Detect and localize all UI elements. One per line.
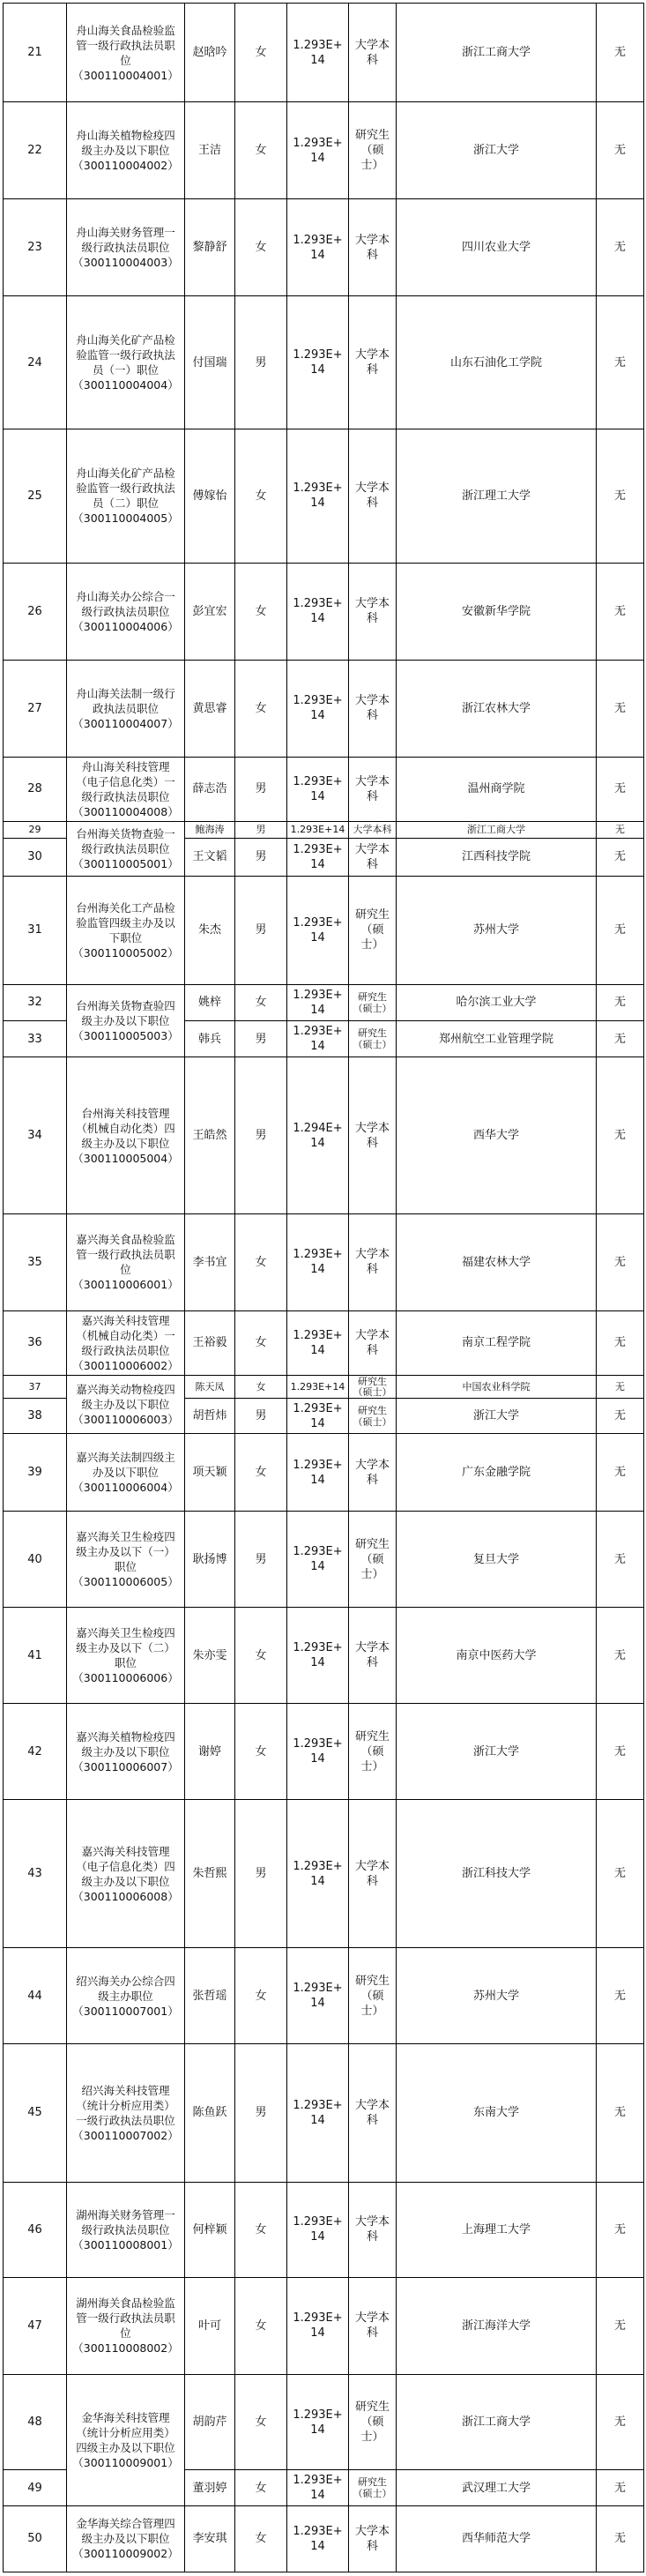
education: 研究生 （硕士） bbox=[349, 876, 397, 984]
position-cell: 舟山海关法制一级行 政执法员职位 （300110004007） bbox=[67, 660, 185, 757]
graduate-school: 浙江农林大学 bbox=[397, 660, 597, 757]
education: 研究生 （硕士） bbox=[349, 1704, 397, 1800]
table-row bbox=[4, 757, 644, 821]
exam-ticket-number: 1.293E+14 bbox=[287, 2374, 349, 2470]
table-row bbox=[4, 2374, 644, 2470]
graduate-school: 浙江大学 bbox=[397, 1399, 597, 1434]
exam-ticket-number: 1.293E+14 bbox=[287, 296, 349, 429]
graduate-school: 福建农林大学 bbox=[397, 1213, 597, 1310]
exam-ticket-number: 1.293E+14 bbox=[287, 1800, 349, 1948]
education: 大学本科 bbox=[349, 563, 397, 660]
table-row bbox=[4, 1948, 644, 2044]
candidate-name: 李书宜 bbox=[185, 1213, 235, 1310]
table-row bbox=[4, 2044, 644, 2183]
candidate-name: 薛志浩 bbox=[185, 757, 235, 821]
row-number: 47 bbox=[4, 2277, 67, 2374]
position-cell: 台州海关化工产品检 验监管四级主办及以 下职位 （300110005002） bbox=[67, 876, 185, 984]
position-cell: 舟山海关植物检疫四 级主办及以下职位 （300110004002） bbox=[67, 102, 185, 199]
position-cell: 湖州海关食品检验监 管一级行政执法员职 位 （300110008002） bbox=[67, 2277, 185, 2374]
table-row bbox=[4, 821, 644, 838]
exam-ticket-number: 1.293E+14 bbox=[287, 2182, 349, 2277]
graduate-school: 西华大学 bbox=[397, 1057, 597, 1214]
row-number: 40 bbox=[4, 1512, 67, 1608]
exam-ticket-number: 1.293E+14 bbox=[287, 1608, 349, 1704]
position-cell: 台州海关货物查验四 级主办及以下职位 （300110005003） bbox=[67, 984, 185, 1057]
gender: 女 bbox=[235, 2505, 287, 2572]
table-row bbox=[4, 296, 644, 429]
education: 研究生 （硕士） bbox=[349, 1399, 397, 1434]
row-number: 27 bbox=[4, 660, 67, 757]
remark: 无 bbox=[597, 1310, 644, 1375]
row-number: 45 bbox=[4, 2044, 67, 2183]
exam-ticket-number: 1.293E+14 bbox=[287, 660, 349, 757]
row-number: 31 bbox=[4, 876, 67, 984]
exam-ticket-number: 1.293E+14 bbox=[287, 2044, 349, 2183]
candidate-name: 何梓颖 bbox=[185, 2182, 235, 2277]
position-cell: 绍兴海关科技管理 （统计分析应用类） 一级行政执法员职位 （300110007002） bbox=[67, 2044, 185, 2183]
gender: 男 bbox=[235, 1800, 287, 1948]
table-row bbox=[4, 1608, 644, 1704]
education: 大学本科 bbox=[349, 1057, 397, 1214]
candidate-name: 陈鱼跃 bbox=[185, 2044, 235, 2183]
row-number: 41 bbox=[4, 1608, 67, 1704]
gender: 女 bbox=[235, 1434, 287, 1512]
remark: 无 bbox=[597, 296, 644, 429]
remark: 无 bbox=[597, 199, 644, 296]
table-row bbox=[4, 1057, 644, 1214]
remark: 无 bbox=[597, 1704, 644, 1800]
exam-ticket-number: 1.293E+14 bbox=[287, 4, 349, 102]
table-row bbox=[4, 563, 644, 660]
graduate-school: 浙江大学 bbox=[397, 1704, 597, 1800]
graduate-school: 中国农业科学院 bbox=[397, 1375, 597, 1398]
row-number: 32 bbox=[4, 984, 67, 1020]
position-cell: 嘉兴海关动物检疫四 级主办及以下职位 （300110006003） bbox=[67, 1375, 185, 1434]
row-number: 26 bbox=[4, 563, 67, 660]
education: 大学本科 bbox=[349, 429, 397, 563]
graduate-school: 复旦大学 bbox=[397, 1512, 597, 1608]
position-cell: 舟山海关财务管理一 级行政执法员职位 （300110004003） bbox=[67, 199, 185, 296]
candidate-name: 陈天凤 bbox=[185, 1375, 235, 1398]
remark: 无 bbox=[597, 4, 644, 102]
gender: 男 bbox=[235, 296, 287, 429]
education: 大学本科 bbox=[349, 1608, 397, 1704]
remark: 无 bbox=[597, 1057, 644, 1214]
education: 研究生 （硕士） bbox=[349, 1512, 397, 1608]
gender: 女 bbox=[235, 102, 287, 199]
table-row bbox=[4, 2505, 644, 2572]
table-row bbox=[4, 4, 644, 102]
gender: 女 bbox=[235, 2277, 287, 2374]
graduate-school: 西华师范大学 bbox=[397, 2505, 597, 2572]
remark: 无 bbox=[597, 1375, 644, 1398]
remark: 无 bbox=[597, 1434, 644, 1512]
row-number: 28 bbox=[4, 757, 67, 821]
gender: 女 bbox=[235, 984, 287, 1020]
remark: 无 bbox=[597, 1948, 644, 2044]
table-row bbox=[4, 1704, 644, 1800]
exam-ticket-number: 1.293E+14 bbox=[287, 876, 349, 984]
graduate-school: 浙江海洋大学 bbox=[397, 2277, 597, 2374]
remark: 无 bbox=[597, 984, 644, 1020]
candidate-name: 王皓然 bbox=[185, 1057, 235, 1214]
row-number: 43 bbox=[4, 1800, 67, 1948]
exam-ticket-number: 1.293E+14 bbox=[287, 1948, 349, 2044]
row-number: 49 bbox=[4, 2470, 67, 2505]
gender: 女 bbox=[235, 660, 287, 757]
remark: 无 bbox=[597, 1800, 644, 1948]
candidate-name: 鲍海涛 bbox=[185, 821, 235, 838]
education: 大学本科 bbox=[349, 2044, 397, 2183]
graduate-school: 浙江科技大学 bbox=[397, 1800, 597, 1948]
remark: 无 bbox=[597, 660, 644, 757]
position-cell: 金华海关科技管理 （统计分析应用类） 四级主办及以下职位 （300110009001） bbox=[67, 2374, 185, 2505]
exam-ticket-number: 1.293E+14 bbox=[287, 2505, 349, 2572]
education: 大学本科 bbox=[349, 1800, 397, 1948]
row-number: 33 bbox=[4, 1020, 67, 1057]
exam-ticket-number: 1.293E+14 bbox=[287, 2470, 349, 2505]
education: 大学本科 bbox=[349, 296, 397, 429]
table-row bbox=[4, 660, 644, 757]
graduate-school: 江西科技学院 bbox=[397, 838, 597, 876]
candidate-name: 耿扬博 bbox=[185, 1512, 235, 1608]
remark: 无 bbox=[597, 102, 644, 199]
remark: 无 bbox=[597, 563, 644, 660]
gender: 女 bbox=[235, 2374, 287, 2470]
remark: 无 bbox=[597, 1608, 644, 1704]
table-row bbox=[4, 1512, 644, 1608]
row-number: 50 bbox=[4, 2505, 67, 2572]
candidate-name: 彭宜宏 bbox=[185, 563, 235, 660]
row-number: 29 bbox=[4, 821, 67, 838]
row-number: 39 bbox=[4, 1434, 67, 1512]
row-number: 38 bbox=[4, 1399, 67, 1434]
gender: 女 bbox=[235, 1704, 287, 1800]
gender: 女 bbox=[235, 1608, 287, 1704]
gender: 女 bbox=[235, 1213, 287, 1310]
exam-ticket-number: 1.293E+14 bbox=[287, 1434, 349, 1512]
position-cell: 嘉兴海关卫生检疫四 级主办及以下（一） 职位 （300110006005） bbox=[67, 1512, 185, 1608]
gender: 男 bbox=[235, 1399, 287, 1434]
table-row bbox=[4, 199, 644, 296]
exam-ticket-number: 1.293E+14 bbox=[287, 1213, 349, 1310]
graduate-school: 浙江工商大学 bbox=[397, 821, 597, 838]
graduate-school: 上海理工大学 bbox=[397, 2182, 597, 2277]
gender: 女 bbox=[235, 563, 287, 660]
graduate-school: 广东金融学院 bbox=[397, 1434, 597, 1512]
graduate-school: 南京工程学院 bbox=[397, 1310, 597, 1375]
row-number: 35 bbox=[4, 1213, 67, 1310]
candidate-name: 黎静舒 bbox=[185, 199, 235, 296]
education: 研究生（硕士） bbox=[349, 1375, 397, 1398]
exam-ticket-number: 1.293E+14 bbox=[287, 1020, 349, 1057]
candidate-name: 朱亦雯 bbox=[185, 1608, 235, 1704]
candidate-name: 项天颖 bbox=[185, 1434, 235, 1512]
gender: 男 bbox=[235, 838, 287, 876]
candidate-name: 胡韵芹 bbox=[185, 2374, 235, 2470]
candidate-name: 韩兵 bbox=[185, 1020, 235, 1057]
exam-ticket-number: 1.293E+14 bbox=[287, 1375, 349, 1398]
education: 大学本科 bbox=[349, 1213, 397, 1310]
candidate-name: 朱哲熙 bbox=[185, 1800, 235, 1948]
remark: 无 bbox=[597, 2182, 644, 2277]
candidate-name: 李安琪 bbox=[185, 2505, 235, 2572]
position-cell: 嘉兴海关科技管理 （机械自动化类）一 级行政执法员职位 （300110006002） bbox=[67, 1310, 185, 1375]
gender: 女 bbox=[235, 4, 287, 102]
graduate-school: 浙江理工大学 bbox=[397, 429, 597, 563]
candidate-name: 张哲瑶 bbox=[185, 1948, 235, 2044]
graduate-school: 浙江大学 bbox=[397, 102, 597, 199]
row-number: 36 bbox=[4, 1310, 67, 1375]
row-number: 46 bbox=[4, 2182, 67, 2277]
education: 大学本科 bbox=[349, 1310, 397, 1375]
candidate-name: 赵晗吟 bbox=[185, 4, 235, 102]
graduate-school: 武汉理工大学 bbox=[397, 2470, 597, 2505]
exam-ticket-number: 1.293E+14 bbox=[287, 984, 349, 1020]
education: 研究生 （硕士） bbox=[349, 2374, 397, 2470]
table-row bbox=[4, 2277, 644, 2374]
candidate-name: 王文韬 bbox=[185, 838, 235, 876]
position-cell: 舟山海关办公综合一 级行政执法员职位 （300110004006） bbox=[67, 563, 185, 660]
gender: 女 bbox=[235, 199, 287, 296]
candidate-name: 王裕毅 bbox=[185, 1310, 235, 1375]
graduate-school: 哈尔滨工业大学 bbox=[397, 984, 597, 1020]
remark: 无 bbox=[597, 2505, 644, 2572]
exam-ticket-number: 1.293E+14 bbox=[287, 838, 349, 876]
education: 大学本科 bbox=[349, 2182, 397, 2277]
gender: 男 bbox=[235, 2044, 287, 2183]
position-cell: 嘉兴海关食品检验监 管一级行政执法员职 位 （300110006001） bbox=[67, 1213, 185, 1310]
row-number: 21 bbox=[4, 4, 67, 102]
graduate-school: 浙江工商大学 bbox=[397, 2374, 597, 2470]
gender: 女 bbox=[235, 1310, 287, 1375]
candidate-name: 付国瑞 bbox=[185, 296, 235, 429]
gender: 男 bbox=[235, 1057, 287, 1214]
remark: 无 bbox=[597, 429, 644, 563]
education: 大学本科 bbox=[349, 4, 397, 102]
graduate-school: 浙江工商大学 bbox=[397, 4, 597, 102]
table-row bbox=[4, 102, 644, 199]
position-cell: 舟山海关化矿产品检 验监管一级行政执法 员（二）职位 （300110004005） bbox=[67, 429, 185, 563]
position-cell: 嘉兴海关科技管理 （电子信息化类）四 级主办及以下职位 （300110006008） bbox=[67, 1800, 185, 1948]
table-row bbox=[4, 1213, 644, 1310]
candidate-name: 黄思睿 bbox=[185, 660, 235, 757]
gender: 女 bbox=[235, 1948, 287, 2044]
education: 大学本科 bbox=[349, 1434, 397, 1512]
education: 大学本科 bbox=[349, 199, 397, 296]
remark: 无 bbox=[597, 2277, 644, 2374]
remark: 无 bbox=[597, 1020, 644, 1057]
row-number: 30 bbox=[4, 838, 67, 876]
remark: 无 bbox=[597, 1512, 644, 1608]
candidate-name: 朱杰 bbox=[185, 876, 235, 984]
remark: 无 bbox=[597, 876, 644, 984]
candidate-name: 王洁 bbox=[185, 102, 235, 199]
table-row bbox=[4, 876, 644, 984]
table-row bbox=[4, 429, 644, 563]
education: 研究生 （硕士） bbox=[349, 1020, 397, 1057]
graduate-school: 郑州航空工业管理学院 bbox=[397, 1020, 597, 1057]
candidate-name: 胡哲炜 bbox=[185, 1399, 235, 1434]
remark: 无 bbox=[597, 821, 644, 838]
table-row bbox=[4, 1310, 644, 1375]
table-row bbox=[4, 1434, 644, 1512]
row-number: 42 bbox=[4, 1704, 67, 1800]
education: 大学本科 bbox=[349, 757, 397, 821]
exam-ticket-number: 1.293E+14 bbox=[287, 563, 349, 660]
remark: 无 bbox=[597, 838, 644, 876]
exam-ticket-number: 1.293E+14 bbox=[287, 1512, 349, 1608]
candidate-name: 叶可 bbox=[185, 2277, 235, 2374]
position-cell: 绍兴海关办公综合四 级主办职位 （300110007001） bbox=[67, 1948, 185, 2044]
table-row bbox=[4, 2182, 644, 2277]
result-table bbox=[3, 3, 644, 2572]
education: 大学本科 bbox=[349, 821, 397, 838]
position-cell: 舟山海关化矿产品检 验监管一级行政执法 员（一）职位 （300110004004） bbox=[67, 296, 185, 429]
graduate-school: 苏州大学 bbox=[397, 876, 597, 984]
exam-ticket-number: 1.293E+14 bbox=[287, 1310, 349, 1375]
row-number: 23 bbox=[4, 199, 67, 296]
exam-ticket-number: 1.293E+14 bbox=[287, 1399, 349, 1434]
exam-ticket-number: 1.293E+14 bbox=[287, 429, 349, 563]
table-row bbox=[4, 984, 644, 1020]
row-number: 25 bbox=[4, 429, 67, 563]
row-number: 48 bbox=[4, 2374, 67, 2470]
position-cell: 台州海关科技管理 （机械自动化类）四 级主办及以下职位 （300110005004） bbox=[67, 1057, 185, 1214]
candidate-name: 董羽婷 bbox=[185, 2470, 235, 2505]
exam-ticket-number: 1.293E+14 bbox=[287, 199, 349, 296]
education: 研究生 （硕士） bbox=[349, 1948, 397, 2044]
remark: 无 bbox=[597, 2470, 644, 2505]
remark: 无 bbox=[597, 2374, 644, 2470]
graduate-school: 南京中医药大学 bbox=[397, 1608, 597, 1704]
table-row bbox=[4, 1800, 644, 1948]
education: 大学本科 bbox=[349, 660, 397, 757]
remark: 无 bbox=[597, 1213, 644, 1310]
education: 研究生 （硕士） bbox=[349, 984, 397, 1020]
education: 大学本科 bbox=[349, 2505, 397, 2572]
remark: 无 bbox=[597, 2044, 644, 2183]
exam-ticket-number: 1.293E+14 bbox=[287, 821, 349, 838]
row-number: 22 bbox=[4, 102, 67, 199]
remark: 无 bbox=[597, 757, 644, 821]
gender: 男 bbox=[235, 1020, 287, 1057]
candidate-name: 姚梓 bbox=[185, 984, 235, 1020]
candidate-name: 谢婷 bbox=[185, 1704, 235, 1800]
graduate-school: 四川农业大学 bbox=[397, 199, 597, 296]
table-body bbox=[4, 4, 644, 2572]
graduate-school: 安徽新华学院 bbox=[397, 563, 597, 660]
gender: 女 bbox=[235, 2182, 287, 2277]
gender: 女 bbox=[235, 429, 287, 563]
education: 大学本科 bbox=[349, 838, 397, 876]
exam-ticket-number: 1.293E+14 bbox=[287, 2277, 349, 2374]
graduate-school: 山东石油化工学院 bbox=[397, 296, 597, 429]
position-cell: 嘉兴海关法制四级主 办及以下职位 （300110006004） bbox=[67, 1434, 185, 1512]
graduate-school: 苏州大学 bbox=[397, 1948, 597, 2044]
gender: 男 bbox=[235, 876, 287, 984]
exam-ticket-number: 1.294E+14 bbox=[287, 1057, 349, 1214]
gender: 女 bbox=[235, 1375, 287, 1398]
row-number: 44 bbox=[4, 1948, 67, 2044]
remark: 无 bbox=[597, 1399, 644, 1434]
gender: 男 bbox=[235, 757, 287, 821]
position-cell: 台州海关货物查验一 级行政执法员职位 （300110005001） bbox=[67, 821, 185, 876]
row-number: 37 bbox=[4, 1375, 67, 1398]
exam-ticket-number: 1.293E+14 bbox=[287, 757, 349, 821]
exam-ticket-number: 1.293E+14 bbox=[287, 1704, 349, 1800]
table-row bbox=[4, 1375, 644, 1398]
candidate-name: 傅嫁怡 bbox=[185, 429, 235, 563]
position-cell: 嘉兴海关卫生检疫四 级主办及以下（二） 职位 （300110006006） bbox=[67, 1608, 185, 1704]
graduate-school: 温州商学院 bbox=[397, 757, 597, 821]
gender: 女 bbox=[235, 2470, 287, 2505]
position-cell: 舟山海关食品检验监 管一级行政执法员职 位 （300110004001） bbox=[67, 4, 185, 102]
position-cell: 湖州海关财务管理一 级行政执法员职位 （300110008001） bbox=[67, 2182, 185, 2277]
gender: 男 bbox=[235, 1512, 287, 1608]
row-number: 34 bbox=[4, 1057, 67, 1214]
exam-ticket-number: 1.293E+14 bbox=[287, 102, 349, 199]
position-cell: 嘉兴海关植物检疫四 级主办及以下职位 （300110006007） bbox=[67, 1704, 185, 1800]
row-number: 24 bbox=[4, 296, 67, 429]
education: 研究生 （硕士） bbox=[349, 102, 397, 199]
education: 研究生 （硕士） bbox=[349, 2470, 397, 2505]
gender: 男 bbox=[235, 821, 287, 838]
graduate-school: 东南大学 bbox=[397, 2044, 597, 2183]
education: 大学本科 bbox=[349, 2277, 397, 2374]
position-cell: 金华海关综合管理四 级主办及以下职位 （300110009002） bbox=[67, 2505, 185, 2572]
position-cell: 舟山海关科技管理 （电子信息化类）一 级行政执法员职位 （300110004008） bbox=[67, 757, 185, 821]
